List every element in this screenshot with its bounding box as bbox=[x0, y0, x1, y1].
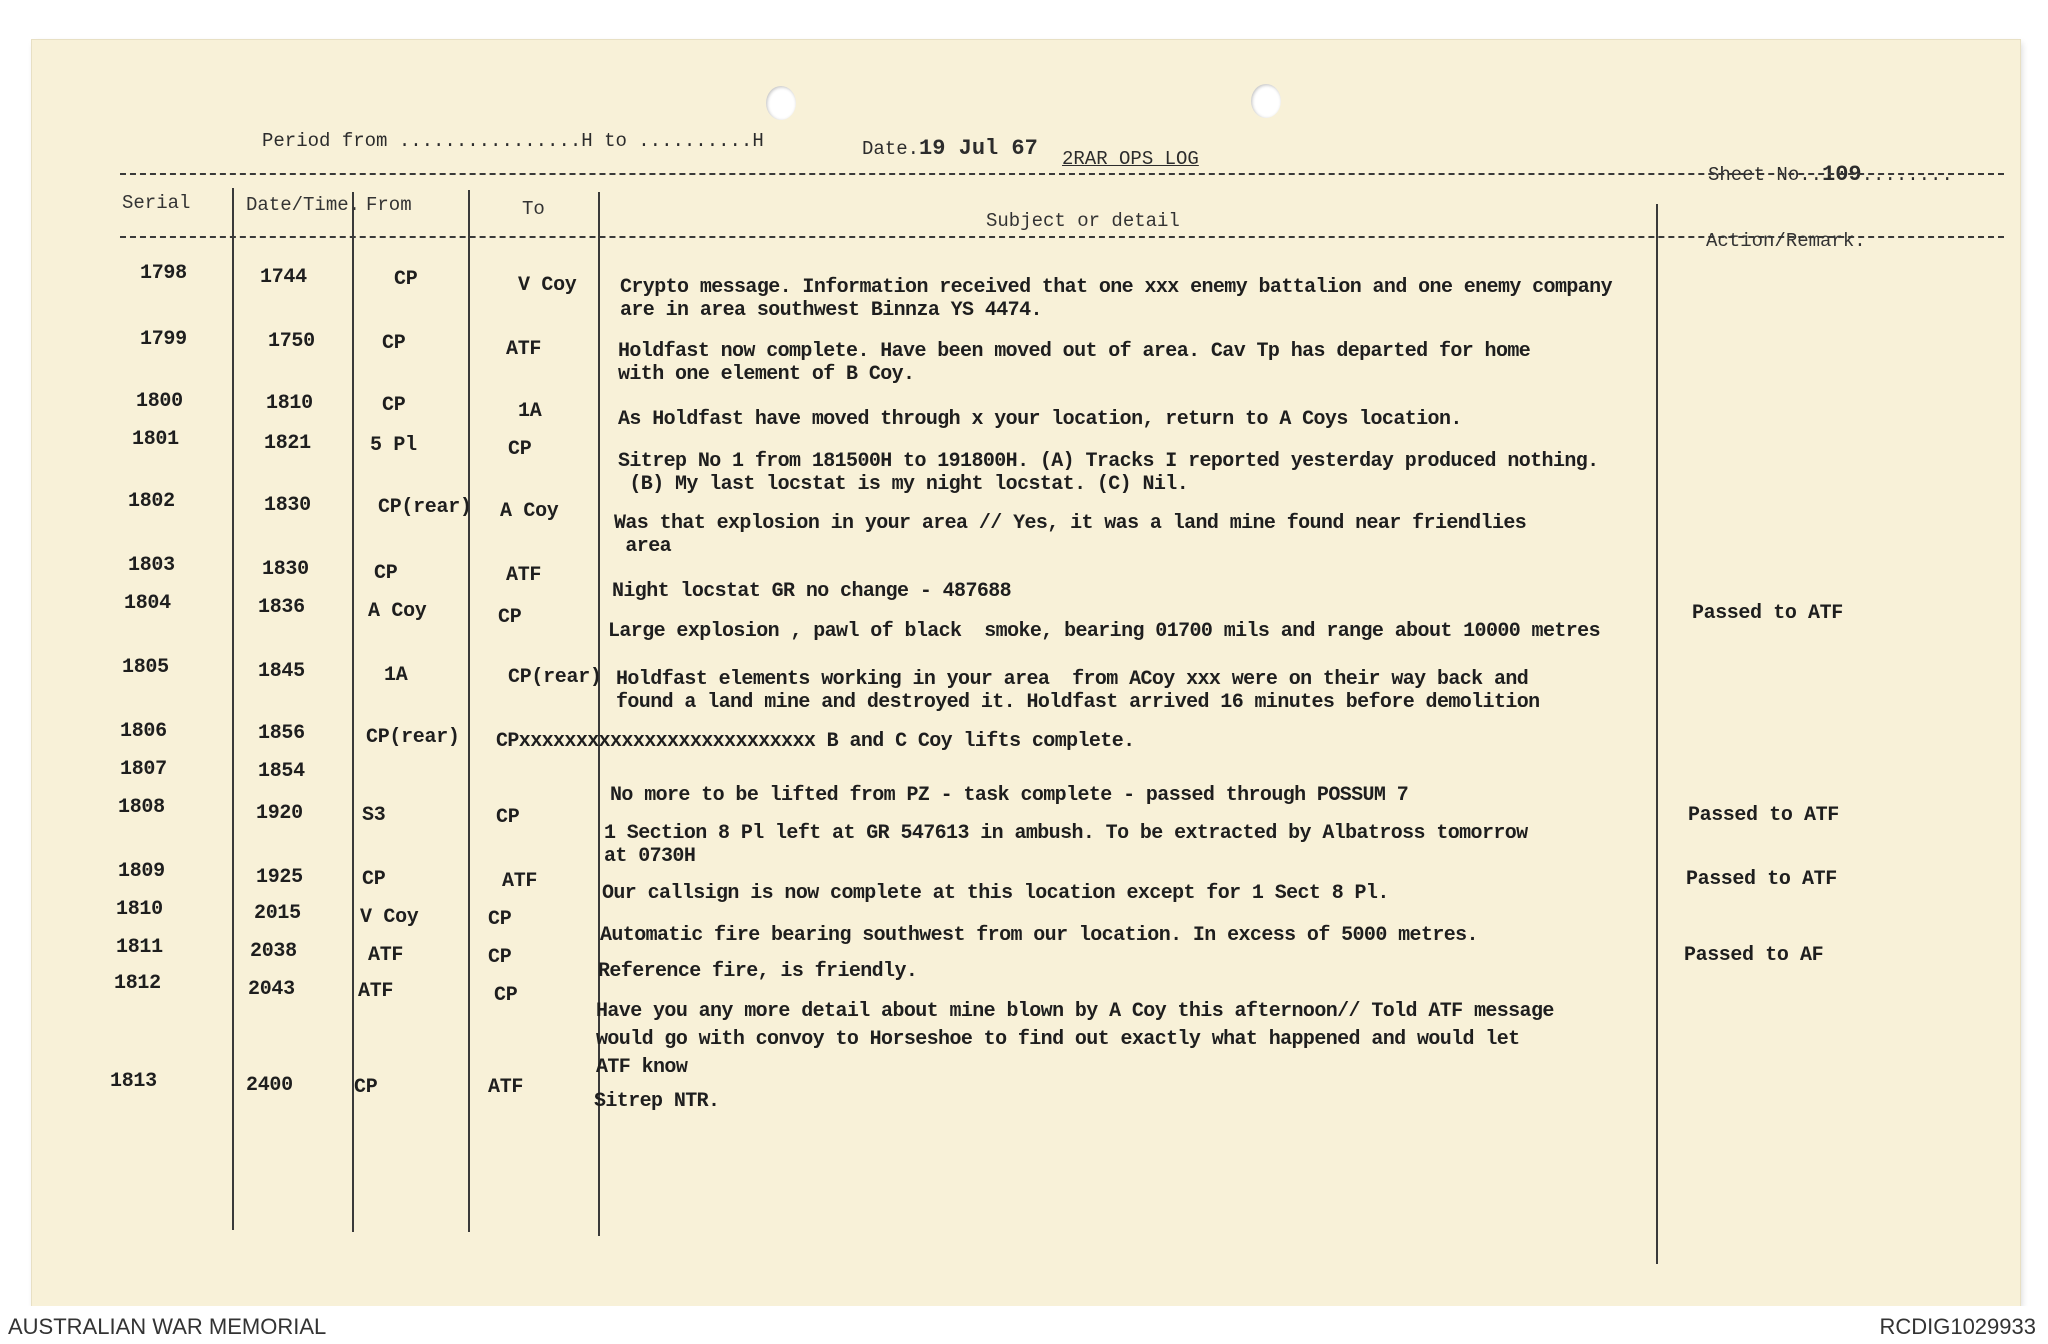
to-cell: CP bbox=[494, 984, 518, 1007]
time-cell: 1744 bbox=[260, 266, 307, 289]
time-cell: 1856 bbox=[258, 722, 305, 745]
subject-cell: Have you any more detail about mine blown by A Coy this afternoon// Told ATF message would go with convoy to Horseshoe to find out exactly what happened and would let ATF know bbox=[596, 1000, 1554, 1079]
col-datetime: Date/Time. bbox=[246, 194, 361, 216]
time-cell: 1830 bbox=[262, 558, 309, 581]
to-cell: ATF bbox=[506, 338, 542, 361]
sheet-dots: ........ bbox=[1861, 164, 1953, 186]
serial-cell: 1813 bbox=[110, 1070, 157, 1093]
serial-cell: 1801 bbox=[132, 428, 179, 451]
col-from: From bbox=[366, 194, 412, 216]
from-cell: CP(rear) bbox=[378, 496, 472, 519]
subject-cell: Holdfast now complete. Have been moved out of area. Cav Tp has departed for home with one element of B Coy. bbox=[618, 340, 1531, 386]
column-rule-serial bbox=[232, 188, 234, 1230]
from-cell: CP(rear) bbox=[366, 726, 460, 749]
serial-cell: 1804 bbox=[124, 592, 171, 615]
from-cell: ATF bbox=[368, 944, 404, 967]
serial-cell: 1808 bbox=[118, 796, 165, 819]
serial-cell: 1803 bbox=[128, 554, 175, 577]
to-cell: CP bbox=[488, 908, 512, 931]
from-cell: S3 bbox=[362, 804, 386, 827]
date-label: Date. bbox=[862, 138, 920, 160]
punch-hole-right bbox=[1251, 84, 1281, 118]
from-cell: 5 Pl bbox=[370, 434, 417, 457]
serial-cell: 1806 bbox=[120, 720, 167, 743]
period-label: Period from bbox=[262, 130, 388, 152]
date-value: 19 Jul 67 bbox=[919, 136, 1038, 161]
col-subject: Subject or detail bbox=[986, 210, 1180, 232]
subject-cell: Night locstat GR no change - 487688 bbox=[612, 580, 1012, 603]
to-cell: 1A bbox=[518, 400, 542, 423]
serial-cell: 1802 bbox=[128, 490, 175, 513]
from-cell: ATF bbox=[358, 980, 394, 1003]
from-cell: CP bbox=[374, 562, 398, 585]
serial-cell: 1810 bbox=[116, 898, 163, 921]
serial-cell: 1812 bbox=[114, 972, 161, 995]
from-cell: V Coy bbox=[360, 906, 419, 929]
column-rule-subject bbox=[1656, 204, 1658, 1264]
col-to: To bbox=[522, 198, 545, 220]
time-cell: 1830 bbox=[264, 494, 311, 517]
sheet-value: 109 bbox=[1822, 162, 1862, 187]
time-cell: 2043 bbox=[248, 978, 295, 1001]
subject-cell: CPxxxxxxxxxxxxxxxxxxxxxxxxxx B and C Coy lifts complete. bbox=[496, 730, 1135, 753]
from-cell: CP bbox=[382, 332, 406, 355]
serial-cell: 1800 bbox=[136, 390, 183, 413]
time-cell: 1854 bbox=[258, 760, 305, 783]
serial-cell: 1811 bbox=[116, 936, 163, 959]
time-cell: 1925 bbox=[256, 866, 303, 889]
time-cell: 2015 bbox=[254, 902, 301, 925]
to-cell: CP bbox=[508, 438, 532, 461]
to-cell: CP(rear) bbox=[508, 666, 602, 689]
punch-hole-left bbox=[766, 86, 796, 120]
from-cell: CP bbox=[362, 868, 386, 891]
time-cell: 1821 bbox=[264, 432, 311, 455]
h-label: H bbox=[752, 130, 764, 152]
sheet-label: Sheet No.. bbox=[1708, 164, 1823, 186]
from-cell: CP bbox=[354, 1076, 378, 1099]
subject-cell: Holdfast elements working in your area from ACoy xxx were on their way back and found a land mine and destroyed it. Holdfast arrived 16 minutes before demolition bbox=[616, 668, 1540, 714]
to-cell: ATF bbox=[506, 564, 542, 587]
subject-cell: Reference fire, is friendly. bbox=[598, 960, 918, 983]
subject-cell: Sitrep NTR. bbox=[594, 1090, 720, 1113]
archive-reference: RCDIG1029933 bbox=[1879, 1314, 2036, 1339]
to-cell: ATF bbox=[488, 1076, 524, 1099]
time-cell: 1810 bbox=[266, 392, 313, 415]
column-rule-from bbox=[468, 190, 470, 1232]
subject-cell: Automatic fire bearing southwest from our location. In excess of 5000 metres. bbox=[600, 924, 1478, 947]
col-serial: Serial bbox=[122, 192, 191, 214]
h-to-label: H to bbox=[581, 130, 627, 152]
from-cell: 1A bbox=[384, 664, 408, 687]
to-cell: CP bbox=[498, 606, 522, 629]
to-cell: V Coy bbox=[518, 274, 577, 297]
period-field bbox=[262, 130, 764, 152]
to-cell: ATF bbox=[502, 870, 538, 893]
subject-cell: As Holdfast have moved through x your location, return to A Coys location. bbox=[618, 408, 1462, 431]
from-cell: A Coy bbox=[368, 600, 427, 623]
period-from-value: ................ bbox=[398, 130, 582, 152]
time-cell: 1845 bbox=[258, 660, 305, 683]
archive-footer bbox=[0, 1306, 2048, 1344]
time-cell: 1836 bbox=[258, 596, 305, 619]
remark-cell: Passed to AF bbox=[1684, 944, 1824, 967]
date-field bbox=[862, 136, 1038, 161]
time-cell: 2038 bbox=[250, 940, 297, 963]
subject-cell: No more to be lifted from PZ - task complete - passed through POSSUM 7 bbox=[610, 784, 1409, 807]
from-cell: CP bbox=[382, 394, 406, 417]
serial-cell: 1798 bbox=[140, 262, 187, 285]
remark-cell: Passed to ATF bbox=[1688, 804, 1839, 827]
subject-cell: Crypto message. Information received that one xxx enemy battalion and one enemy company are in area southwest Binnza YS 4474. bbox=[620, 276, 1612, 322]
period-to-value: .......... bbox=[638, 130, 753, 152]
time-cell: 1920 bbox=[256, 802, 303, 825]
from-cell: CP bbox=[394, 268, 418, 291]
time-cell: 2400 bbox=[246, 1074, 293, 1097]
header-top-rule bbox=[120, 173, 2004, 175]
subject-cell: Large explosion , pawl of black smoke, bearing 01700 mils and range about 10000 metres bbox=[608, 620, 1600, 643]
log-sheet bbox=[32, 40, 2020, 1306]
log-title: 2RAR OPS LOG bbox=[1062, 148, 1199, 170]
col-action: Action/Remark. bbox=[1706, 230, 1866, 252]
subject-cell: Sitrep No 1 from 181500H to 191800H. (A) Tracks I reported yesterday produced nothing. (B) My last locstat is my night locstat. (C) Nil. bbox=[618, 450, 1599, 496]
remark-cell: Passed to ATF bbox=[1686, 868, 1837, 891]
serial-cell: 1809 bbox=[118, 860, 165, 883]
serial-cell: 1807 bbox=[120, 758, 167, 781]
to-cell: A Coy bbox=[500, 500, 559, 523]
time-cell: 1750 bbox=[268, 330, 315, 353]
serial-cell: 1805 bbox=[122, 656, 169, 679]
subject-cell: Was that explosion in your area // Yes, it was a land mine found near friendlies area bbox=[614, 512, 1527, 558]
archive-name: AUSTRALIAN WAR MEMORIAL bbox=[8, 1314, 327, 1339]
subject-cell: Our callsign is now complete at this location except for 1 Sect 8 Pl. bbox=[602, 882, 1389, 905]
subject-cell: 1 Section 8 Pl left at GR 547613 in ambush. To be extracted by Albatross tomorrow at 0730H bbox=[604, 822, 1528, 868]
to-cell: CP bbox=[488, 946, 512, 969]
serial-cell: 1799 bbox=[140, 328, 187, 351]
to-cell: CP bbox=[496, 806, 520, 829]
remark-cell: Passed to ATF bbox=[1692, 602, 1843, 625]
